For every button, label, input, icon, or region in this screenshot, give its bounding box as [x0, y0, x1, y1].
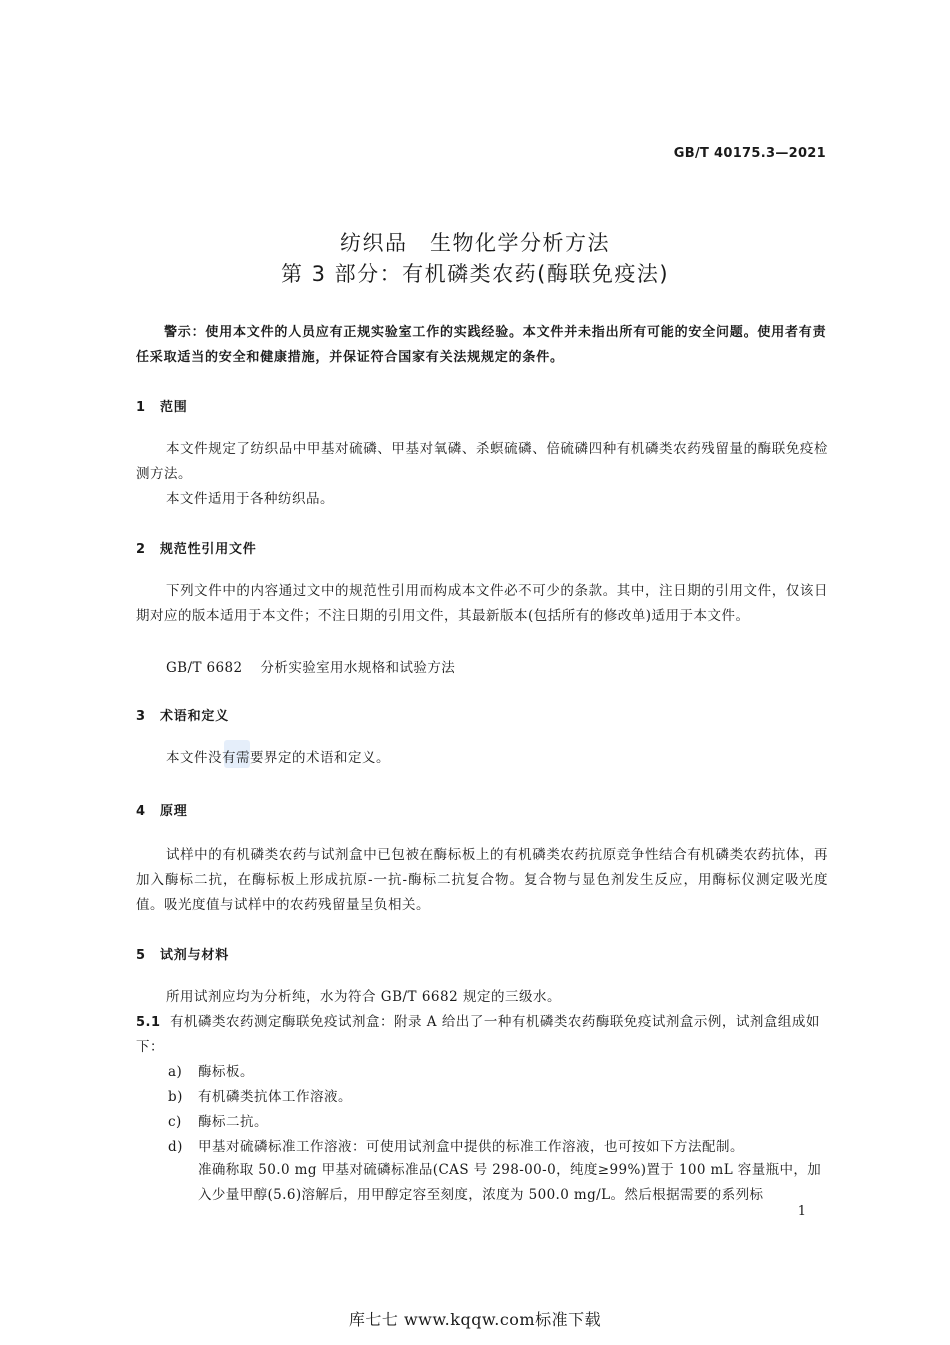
principle-paragraph: 试样中的有机磷类农药与试剂盒中已包被在酶标板上的有机磷类农药抗原竞争性结合有机磷类农药抗体，再加入酶标二抗，在酶标板上形成抗原-一抗-酶标二抗复合物。复合物与显色剂发生反应，用酶标仪测定吸光度值。吸光度值与试样中的农药残留量呈负相关。: [136, 847, 828, 913]
section-number: 4: [136, 804, 146, 819]
reference-title: 分析实验室用水规格和试验方法: [260, 660, 456, 676]
clause-number: 5.1: [136, 1015, 161, 1030]
section-4-heading: [136, 800, 188, 819]
section-2-heading: [136, 538, 257, 557]
section-title: 原理: [160, 804, 188, 819]
list-item-text: 有机磷类抗体工作溶液。: [198, 1089, 352, 1105]
section-title: 范围: [160, 400, 188, 415]
section-number: 2: [136, 542, 146, 557]
download-footer: 库七七 www.kqqw.com标准下载: [348, 1310, 602, 1329]
list-item: [168, 1060, 254, 1080]
section-number: 5: [136, 948, 146, 963]
item-d-detail: 准确称取 50.0 mg 甲基对硫磷标准品(CAS 号 298-00-0，纯度≥99%)置于 100 mL 容量瓶中，加入少量甲醇(5.6)溶解后，用甲醇定容至刻度，浓度为 500.0 mg/L。然后根据需要的系列标: [198, 1162, 822, 1203]
list-item-text: 酶标板。: [198, 1064, 254, 1080]
section-number: 1: [136, 400, 146, 415]
clause-5-1: [136, 1010, 828, 1060]
list-item-label: b): [168, 1089, 183, 1105]
scope-paragraph: 本文件规定了纺织品中甲基对硫磷、甲基对氧磷、杀螟硫磷、倍硫磷四种有机磷类农药残留量的酶联免疫检测方法。: [136, 441, 828, 482]
section-title: 术语和定义: [160, 709, 230, 724]
section-title: 规范性引用文件: [160, 542, 257, 557]
list-item-text: 甲基对硫磷标准工作溶液：可使用试剂盒中提供的标准工作溶液，也可按如下方法配制。: [198, 1139, 744, 1155]
document-title-line2: 第 3 部分：有机磷类农药(酶联免疫法): [280, 262, 670, 286]
document-title-line1: 纺织品 生物化学分析方法: [340, 231, 610, 255]
clause-text: 有机磷类农药测定酶联免疫试剂盒：附录 A 给出了一种有机磷类农药酶联免疫试剂盒示例，试剂盒组成如下：: [136, 1014, 820, 1055]
list-item-label: c): [168, 1114, 182, 1130]
terms-paragraph: 本文件没有需要界定的术语和定义。: [166, 750, 390, 766]
normative-references-paragraph: 下列文件中的内容通过文中的规范性引用而构成本文件必不可少的条款。其中，注日期的引用文件，仅该日期对应的版本适用于本文件；不注日期的引用文件，其最新版本(包括所有的修改单)适用于本文件。: [136, 583, 828, 624]
section-3-heading: [136, 705, 229, 724]
list-item: [168, 1110, 268, 1130]
section-1-heading: [136, 396, 188, 415]
reference-entry: [166, 656, 455, 676]
section-5-heading: [136, 944, 229, 963]
list-item: [168, 1135, 744, 1155]
section-title: 试剂与材料: [160, 948, 230, 963]
scope-applicability: 本文件适用于各种纺织品。: [166, 491, 334, 507]
section-number: 3: [136, 709, 146, 724]
list-item-label: d): [168, 1139, 183, 1155]
list-item: [168, 1085, 352, 1105]
list-item-text: 酶标二抗。: [198, 1114, 268, 1130]
safety-warning: 警示：使用本文件的人员应有正规实验室工作的实践经验。本文件并未指出所有可能的安全问题。使用者有责任采取适当的安全和健康措施，并保证符合国家有关法规规定的条件。: [136, 325, 827, 365]
standard-code: GB/T 40175.3—2021: [673, 146, 826, 161]
page-number: 1: [797, 1204, 806, 1219]
reagents-paragraph: 所用试剂应均为分析纯，水为符合 GB/T 6682 规定的三级水。: [166, 989, 561, 1005]
reference-code: GB/T 6682: [166, 660, 243, 676]
list-item-label: a): [168, 1064, 183, 1080]
